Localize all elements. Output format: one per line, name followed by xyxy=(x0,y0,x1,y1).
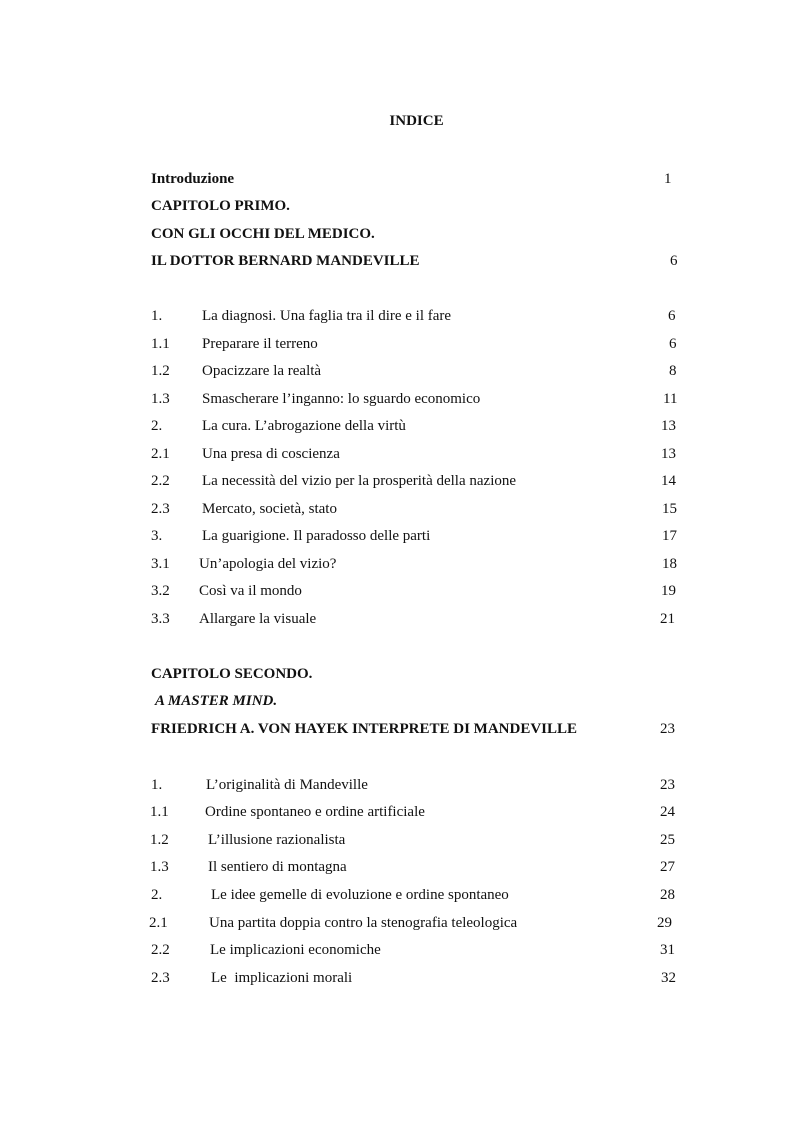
entry-number: 2.1 xyxy=(151,446,170,462)
toc-introduction xyxy=(0,168,793,190)
toc-entry xyxy=(0,884,793,906)
toc-entry xyxy=(0,333,793,355)
entry-number: 1. xyxy=(151,777,163,793)
entry-page: 31 xyxy=(660,942,675,958)
entry-title: Le implicazioni economiche xyxy=(210,942,381,958)
chapter2-page: 23 xyxy=(660,721,675,737)
introduction-page: 1 xyxy=(664,171,672,187)
entry-number: 2.1 xyxy=(149,915,168,931)
entry-title: Un’apologia del vizio? xyxy=(199,556,337,572)
entry-number: 2. xyxy=(151,418,163,434)
chapter2-subheading xyxy=(0,690,793,712)
entry-number: 2.2 xyxy=(151,942,170,958)
entry-title: Il sentiero di montagna xyxy=(208,859,347,875)
entry-number: 1. xyxy=(151,308,163,324)
chapter2-heading1: CAPITOLO SECONDO. xyxy=(151,666,313,682)
entry-title: Le idee gemelle di evoluzione e ordine spontaneo xyxy=(211,887,509,903)
entry-number: 2. xyxy=(151,887,163,903)
entry-title: Una partita doppia contro la stenografia teleologica xyxy=(209,915,518,931)
entry-title: La cura. L’abrogazione della virtù xyxy=(202,418,406,434)
entry-number: 2.3 xyxy=(151,970,170,986)
entry-title: Le implicazioni morali xyxy=(211,970,353,986)
toc-entry xyxy=(0,801,793,823)
entry-number: 1.1 xyxy=(151,336,170,352)
entry-title: Preparare il terreno xyxy=(202,336,318,352)
entry-title: Una presa di coscienza xyxy=(202,446,340,462)
entry-title: La necessità del vizio per la prosperità della nazione xyxy=(202,473,517,489)
entry-title: Così va il mondo xyxy=(199,583,302,599)
chapter2-heading2: A MASTER MIND. xyxy=(155,693,278,709)
toc-entry xyxy=(0,305,793,327)
toc-entry xyxy=(0,580,793,602)
chapter2-heading xyxy=(0,663,793,685)
entry-title: Mercato, società, stato xyxy=(202,501,337,517)
entry-number: 1.2 xyxy=(150,832,169,848)
entry-page: 6 xyxy=(669,336,677,352)
index-title: INDICE xyxy=(389,113,444,129)
entry-page: 19 xyxy=(661,583,676,599)
toc-entry xyxy=(0,360,793,382)
entry-number: 3.3 xyxy=(151,611,170,627)
toc-entry xyxy=(0,967,793,989)
chapter1-heading1: CAPITOLO PRIMO. xyxy=(151,198,290,214)
entry-title: La guarigione. Il paradosso delle parti xyxy=(202,528,431,544)
toc-entry xyxy=(0,608,793,630)
entry-number: 2.3 xyxy=(151,501,170,517)
toc-entry xyxy=(0,498,793,520)
toc-entry xyxy=(0,912,793,934)
entry-page: 29 xyxy=(657,915,672,931)
entry-page: 28 xyxy=(660,887,675,903)
entry-number: 1.1 xyxy=(150,804,169,820)
chapter1-title xyxy=(0,250,793,272)
entry-title: Allargare la visuale xyxy=(199,611,317,627)
entry-number: 1.2 xyxy=(151,363,170,379)
toc-entry xyxy=(0,774,793,796)
entry-page: 27 xyxy=(660,859,675,875)
entry-page: 18 xyxy=(662,556,677,572)
toc-entry xyxy=(0,939,793,961)
entry-title: La diagnosi. Una faglia tra il dire e il fare xyxy=(202,308,452,324)
entry-page: 24 xyxy=(660,804,675,820)
entry-number: 2.2 xyxy=(151,473,170,489)
entry-page: 32 xyxy=(661,970,676,986)
entry-page: 6 xyxy=(668,308,676,324)
entry-page: 17 xyxy=(662,528,677,544)
entry-page: 13 xyxy=(661,418,676,434)
toc-entry xyxy=(0,415,793,437)
toc-entry xyxy=(0,470,793,492)
entry-page: 13 xyxy=(661,446,676,462)
toc-entry xyxy=(0,856,793,878)
entry-title: L’originalità di Mandeville xyxy=(206,777,368,793)
entry-title: Smascherare l’inganno: lo sguardo economico xyxy=(202,391,481,407)
toc-entry xyxy=(0,829,793,851)
chapter1-heading3: IL DOTTOR BERNARD MANDEVILLE xyxy=(151,253,420,269)
toc-entry xyxy=(0,388,793,410)
entry-page: 11 xyxy=(663,391,678,407)
chapter1-subheading xyxy=(0,223,793,245)
chapter2-heading3: FRIEDRICH A. VON HAYEK INTERPRETE DI MANDEVILLE xyxy=(151,721,578,737)
entry-page: 8 xyxy=(669,363,677,379)
toc-entry xyxy=(0,443,793,465)
chapter1-page: 6 xyxy=(670,253,678,269)
entry-page: 21 xyxy=(660,611,675,627)
entry-number: 3. xyxy=(151,528,163,544)
entry-page: 14 xyxy=(661,473,676,489)
entry-page: 23 xyxy=(660,777,675,793)
toc-entry xyxy=(0,525,793,547)
introduction-label: Introduzione xyxy=(151,171,235,187)
entry-title: Opacizzare la realtà xyxy=(202,363,322,379)
chapter2-title xyxy=(0,718,793,740)
entry-title: Ordine spontaneo e ordine artificiale xyxy=(205,804,425,820)
entry-number: 3.1 xyxy=(151,556,170,572)
entry-title: L’illusione razionalista xyxy=(208,832,346,848)
entry-number: 1.3 xyxy=(150,859,169,875)
entry-number: 3.2 xyxy=(151,583,170,599)
entry-page: 15 xyxy=(662,501,677,517)
entry-number: 1.3 xyxy=(151,391,170,407)
chapter1-heading xyxy=(0,195,793,217)
entry-page: 25 xyxy=(660,832,675,848)
toc-entry xyxy=(0,553,793,575)
chapter1-heading2: CON GLI OCCHI DEL MEDICO. xyxy=(151,226,375,242)
